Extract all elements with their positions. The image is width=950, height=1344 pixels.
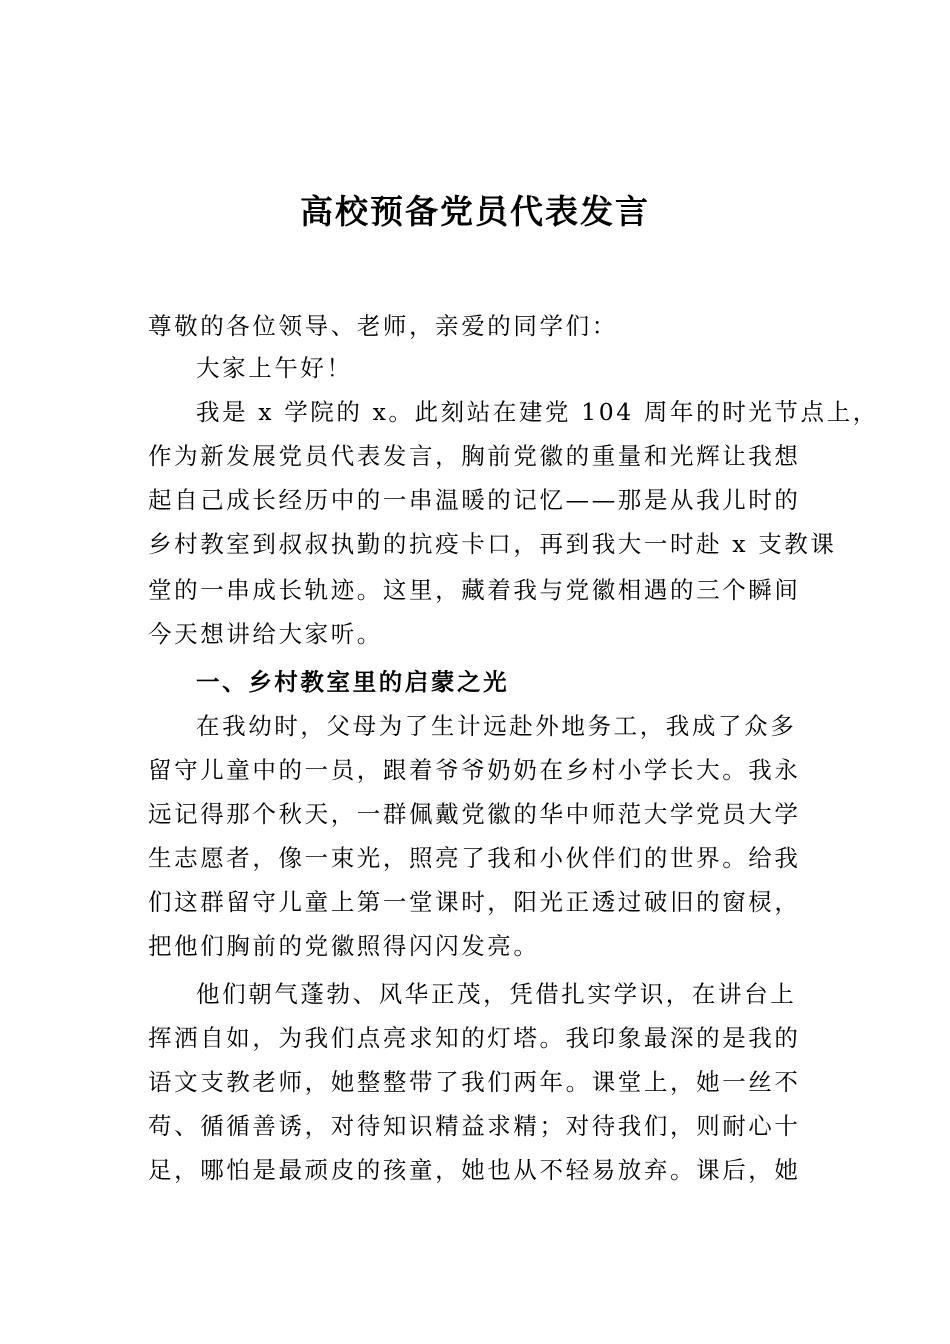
paragraph-line: 挥洒自如，为我们点亮求知的灯塔。我印象最深的是我的 [148,1024,801,1052]
paragraph-line: 起自己成长经历中的一串温暖的记忆——那是从我儿时的 [148,486,801,514]
paragraph-line: 苟、循循善诱，对待知识精益求精；对待我们，则耐心十 [148,1112,801,1140]
paragraph-line: 语文支教老师，她整整带了我们两年。课堂上，她一丝不 [148,1068,801,1096]
paragraph-line: 留守儿童中的一员，跟着爷爷奶奶在乡村小学长大。我永 [148,756,801,784]
paragraph-line: 他们朝气蓬勃、风华正茂，凭借扎实学识，在讲台上 [196,980,797,1008]
section-heading: 一、乡村教室里的启蒙之光 [196,668,510,696]
paragraph-line: 今天想讲给大家听。 [148,620,383,648]
paragraph-line: 们这群留守儿童上第一堂课时，阳光正透过破旧的窗棂， [148,888,801,916]
paragraph-line: 堂的一串成长轨迹。这里，藏着我与党徽相遇的三个瞬间 [148,576,801,604]
paragraph-line: 生志愿者，像一束光，照亮了我和小伙伴们的世界。给我 [148,844,801,872]
paragraph-line: 足，哪怕是最顽皮的孩童，她也从不轻易放弃。课后，她 [148,1156,801,1184]
paragraph-line: 把他们胸前的党徽照得闪闪发亮。 [148,932,540,960]
paragraph-line: 尊敬的各位领导、老师，亲爱的同学们： [148,312,618,340]
paragraph-line: 作为新发展党员代表发言，胸前党徽的重量和光辉让我想 [148,442,801,470]
paragraph-line: 大家上午好！ [196,354,353,382]
paragraph-line: 乡村教室到叔叔执勤的抗疫卡口，再到我大一时赴 x 支教课 [148,530,837,558]
paragraph-line: 我是 x 学院的 x。此刻站在建党 104 周年的时光节点上， [196,398,879,426]
document-title: 高校预备党员代表发言 [300,192,650,231]
paragraph-line: 远记得那个秋天，一群佩戴党徽的华中师范大学党员大学 [148,800,801,828]
paragraph-line: 在我幼时，父母为了生计远赴外地务工，我成了众多 [196,712,797,740]
